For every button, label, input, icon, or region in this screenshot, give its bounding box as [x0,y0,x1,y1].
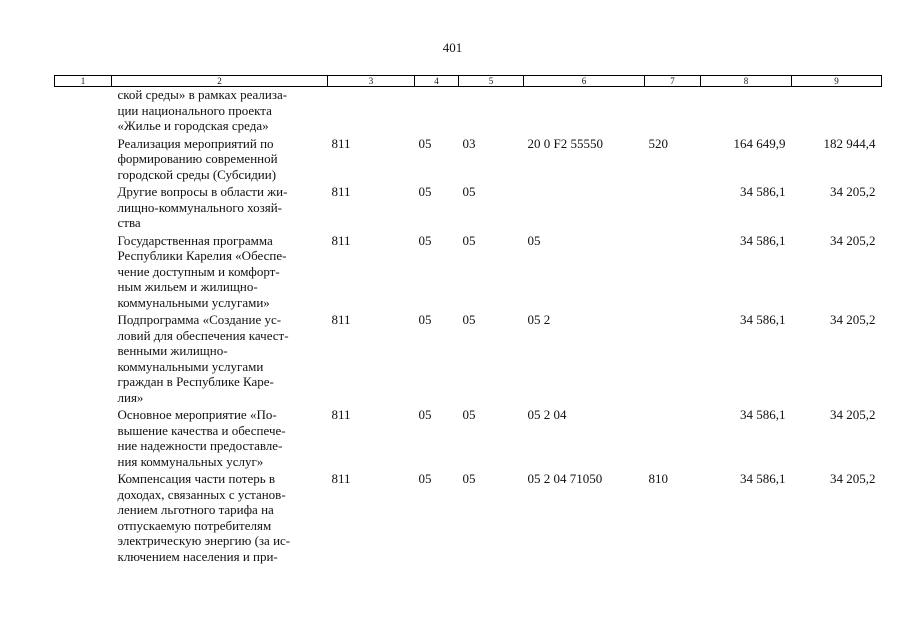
name-line: Основное мероприятие «По- [117,407,277,422]
cell-amount-year-1: 164 649,9 [733,135,786,151]
table-row [55,310,882,405]
budget-table [54,75,882,564]
name-line: «Жилье и городская среда» [117,118,269,133]
name-line: ключением населения и при- [117,548,278,564]
cell-expense-type [645,182,701,231]
cell-name [112,134,328,183]
cell-amount-year-2: 34 205,2 [830,312,876,327]
cell-ministry-code: 811 [331,471,351,486]
name-line: ловий для обеспечения качест- [117,327,289,343]
cell-amount-year-1 [701,87,792,134]
cell-amount-year-2: 34 205,2 [830,407,876,422]
name-line: ния коммунальных услуг» [117,453,264,469]
cell-name [112,231,328,311]
cell-col-1 [55,310,112,405]
name-line: ции национального проекта [117,102,272,118]
cell-ministry-code [328,87,415,134]
cell-ministry-code: 811 [331,232,351,248]
table-header [55,76,882,87]
cell-section: 05 [418,312,432,327]
name-line: Другие вопросы в области жи- [117,184,288,199]
cell-amount-year-2 [792,87,882,134]
table-row [55,134,882,183]
cell-name [112,310,328,405]
name-line: отпускаемую потребителям [117,517,272,533]
cell-name [112,182,328,231]
name-line: Государственная программа [117,232,273,248]
budget-table-container [54,75,881,564]
cell-expense-type [645,87,701,134]
cell-name [112,469,328,564]
table-row [55,87,882,134]
cell-amount-year-2: 34 205,2 [830,232,876,248]
name-line: Подпрограмма «Создание ус- [117,312,282,327]
header-col-9: 9 [792,76,882,87]
table-row [55,182,882,231]
cell-target-article [524,87,645,134]
cell-amount-year-2: 34 205,2 [830,471,876,486]
name-line: вышение качества и обеспече- [117,422,286,438]
cell-subsection [459,87,524,134]
name-line: коммунальными услугами» [117,294,270,310]
header-col-7: 7 [645,76,701,87]
name-line: лищно-коммунального хозяй- [117,199,282,215]
cell-subsection: 05 [462,471,476,486]
cell-expense-type [645,231,701,311]
name-line: лением льготного тарифа на [117,502,274,517]
cell-target-article: 05 2 [527,312,551,327]
cell-target-article [524,182,645,231]
name-line: венными жилищно- [117,343,228,358]
cell-col-1 [55,87,112,134]
name-line: ным жильем и жилищно- [117,279,258,294]
cell-amount-year-1: 34 586,1 [740,407,786,422]
name-line: формированию современной [117,151,278,166]
header-col-1: 1 [55,76,112,87]
cell-subsection: 05 [462,184,476,199]
name-line: городской среды (Субсидии) [117,166,277,182]
cell-expense-type: 520 [648,135,668,151]
name-line: Реализация мероприятий по [117,135,274,151]
page-number: 401 [442,40,463,55]
cell-col-1 [55,405,112,469]
cell-target-article: 05 [527,232,541,248]
cell-subsection: 05 [462,232,476,248]
cell-col-1 [55,231,112,311]
cell-ministry-code: 811 [331,312,351,327]
table-body [55,87,882,565]
cell-amount-year-1: 34 586,1 [740,471,786,486]
name-line: лия» [117,389,144,405]
cell-amount-year-1: 34 586,1 [740,184,786,199]
cell-section [415,87,459,134]
cell-amount-year-1: 34 586,1 [740,312,786,327]
cell-target-article: 05 2 04 71050 [527,471,603,486]
cell-ministry-code: 811 [331,135,351,151]
cell-subsection: 05 [462,407,476,422]
header-col-4: 4 [415,76,459,87]
cell-expense-type: 810 [648,471,668,486]
cell-ministry-code: 811 [331,407,351,422]
cell-section: 05 [418,135,432,151]
cell-section: 05 [418,471,432,486]
name-line: Республики Карелия «Обеспе- [117,248,287,263]
table-row [55,405,882,469]
header-col-6: 6 [524,76,645,87]
name-line: доходах, связанных с установ- [117,486,286,502]
cell-section: 05 [418,232,432,248]
cell-target-article: 05 2 04 [527,407,567,422]
cell-target-article: 20 0 F2 55550 [527,135,603,151]
name-line: чение доступным и комфорт- [117,263,280,279]
name-line: граждан в Республике Каре- [117,374,274,389]
cell-subsection: 03 [462,135,476,151]
header-col-3: 3 [328,76,415,87]
header-col-8: 8 [701,76,792,87]
cell-section: 05 [418,407,432,422]
cell-section: 05 [418,184,432,199]
name-line: ства [117,215,141,230]
table-row [55,469,882,564]
cell-amount-year-2: 34 205,2 [830,184,876,199]
cell-ministry-code: 811 [331,184,351,199]
cell-expense-type [645,310,701,405]
cell-amount-year-1: 34 586,1 [740,232,786,248]
cell-col-1 [55,182,112,231]
cell-col-1 [55,469,112,564]
cell-col-1 [55,134,112,183]
name-line: ской среды» в рамках реализа- [117,87,288,102]
table-row [55,231,882,311]
cell-name [112,87,328,134]
cell-name [112,405,328,469]
header-col-2: 2 [112,76,328,87]
name-line: Компенсация части потерь в [117,471,276,486]
header-col-5: 5 [459,76,524,87]
cell-expense-type [645,405,701,469]
name-line: ние надежности предоставле- [117,438,283,453]
name-line: электрическую энергию (за ис- [117,533,291,548]
cell-subsection: 05 [462,312,476,327]
cell-amount-year-2: 182 944,4 [823,135,876,151]
name-line: коммунальными услугами [117,358,264,374]
header-row [55,76,882,87]
